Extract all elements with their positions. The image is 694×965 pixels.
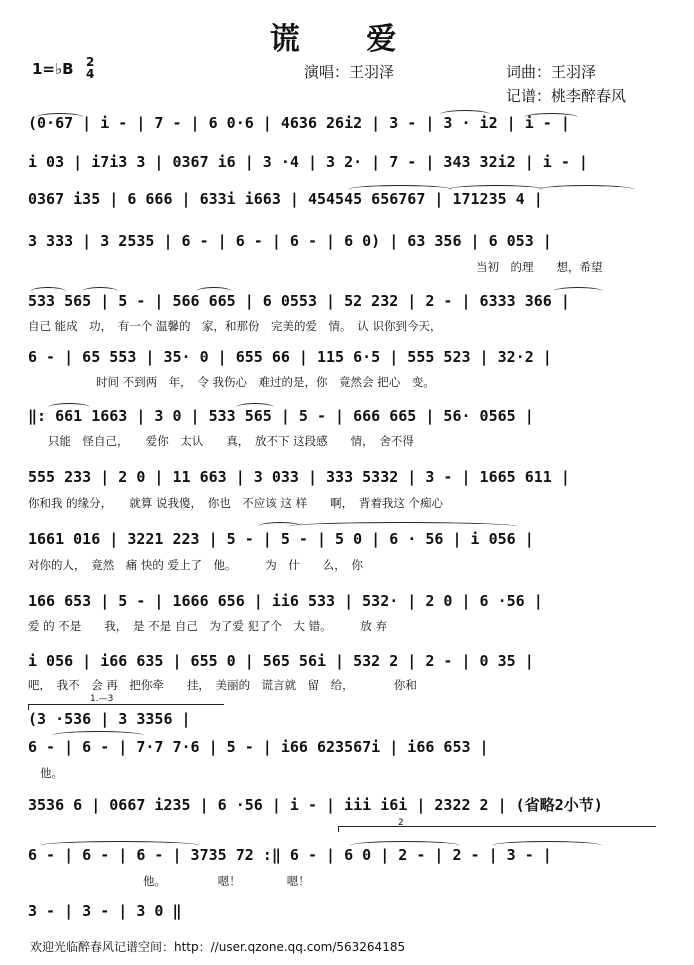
footer-credit: 欢迎光临醉春风记谱空间：http：//user.qzone.qq.com/563264185 [30,940,406,954]
notation-line: 3 - | 3 - | 3 0 ‖ [28,902,182,920]
tie [288,522,518,531]
notation-line: i 03 | i7i3 3 | 0367 i6 | 3 ·4 | 3 2· | 7 - | 343 32i2 | i - | [28,153,588,171]
time-numerator: 2 [86,55,95,69]
transcriber-credit: 记谱：桃李醉春风 [506,87,627,105]
time-denominator: 4 [86,67,95,81]
tuplet-mark: 1.—3 [90,694,114,704]
notation-line: 1661 016 | 3221 223 | 5 - | 5 - | 5 0 | 6 · 56 | i 056 | [28,530,534,548]
slur [48,403,90,412]
lyric-line: 只能 怪自己， 爱你 太认 真， 放不下 这段感 情， 舍不得 [48,434,414,448]
notation-line: (3 ·536 | 3 3356 | [28,710,191,728]
slur [348,185,452,194]
slur [30,287,66,296]
lyric-line: 当初 的理 想，希望 [476,260,603,274]
notation-line: 6 - | 65 553 | 35· 0 | 655 66 | 115 6·5 | 555 523 | 32·2 | [28,348,552,366]
slur [538,185,634,194]
second-ending-bracket-end [338,826,339,832]
slur [36,113,84,122]
notation-line: 6 - | 6 - | 6 - | 3735 72 :‖ 6 - | 6 0 | 2 - | 2 - | 3 - | [28,846,552,864]
lyric-line: 爱 的 不是 我， 是 不是 自己 为了爱 犯了个 大 错。 放 弃 [28,619,388,633]
notation-line: 3 333 | 3 2535 | 6 - | 6 - | 6 - | 6 0) | 63 356 | 6 053 | [28,232,552,250]
notation-line: 555 233 | 2 0 | 11 663 | 3 033 | 333 5332 | 3 - | 1665 611 | [28,468,570,486]
tie [40,841,200,850]
tie [492,841,602,850]
notation-line: 6 - | 6 - | 7·7 7·6 | 5 - | i66 623567i | i66 653 | [28,738,489,756]
notation-line: 166 653 | 5 - | 1666 656 | ii6 533 | 532· | 2 0 | 6 ·56 | [28,592,543,610]
slur [258,522,302,531]
notation-line: 533 565 | 5 - | 566 665 | 6 0553 | 52 232 | 2 - | 6333 366 | [28,292,570,310]
second-ending-bracket [338,826,656,827]
tie [350,841,460,850]
notation-line: 3536 6 | 0667 i235 | 6 ·56 | i - | iii i6i | 2322 2 | (省略2小节) [28,796,603,814]
slur [196,287,232,296]
ending-number: 2 [398,818,404,828]
lyric-line: 对你的人， 竟然 痛 快的 爱上了 他。 为 什 么， 你 [28,558,364,572]
composer-credit: 词曲：王羽泽 [506,63,597,81]
slur [553,287,603,296]
key-signature: 1=♭B [32,60,74,78]
slur [82,287,118,296]
slur [448,185,544,194]
notation-line: ‖: 661 1663 | 3 0 | 533 565 | 5 - | 666 665 | 56· 0565 | [28,407,534,425]
tie [52,731,144,740]
singer-credit: 演唱：王羽泽 [304,63,395,81]
lyric-line: 他。 嗯！ 嗯！ [28,874,310,888]
volta-bracket [28,704,224,705]
slur [524,113,578,122]
lyric-line: 你和我 的缘分， 就算 说我傻， 你也 不应该 这 样 啊， 背着我这 个痴心 [28,496,444,510]
slur [440,110,490,119]
notation-line: 0367 i35 | 6 666 | 633i i663 | 454545 656767 | 171235 4 | [28,190,543,208]
lyric-line: 自己 能成 功， 有一个 温馨的 家，和那份 完美的爱 情。 认 识你到今天， [28,319,442,333]
lyric-line: 吧， 我不 会 再 把你牵 挂， 美丽的 谎言就 留 给， 你和 [28,678,417,692]
lyric-line: 他。 [40,766,63,780]
notation-line: (0·67 | i - | 7 - | 6 0·6 | 4636 26i2 | 3 - | 3 · i2 | i - | [28,114,570,132]
song-title: 谎 爱 [269,22,425,57]
slur [236,403,274,412]
notation-line: i 056 | i66 635 | 655 0 | 565 56i | 532 2 | 2 - | 0 35 | [28,652,534,670]
lyric-line: 时间 不到两 年， 令 我伤心 难过的是，你 竟然会 把心 变。 [96,375,435,389]
time-signature [86,56,94,80]
